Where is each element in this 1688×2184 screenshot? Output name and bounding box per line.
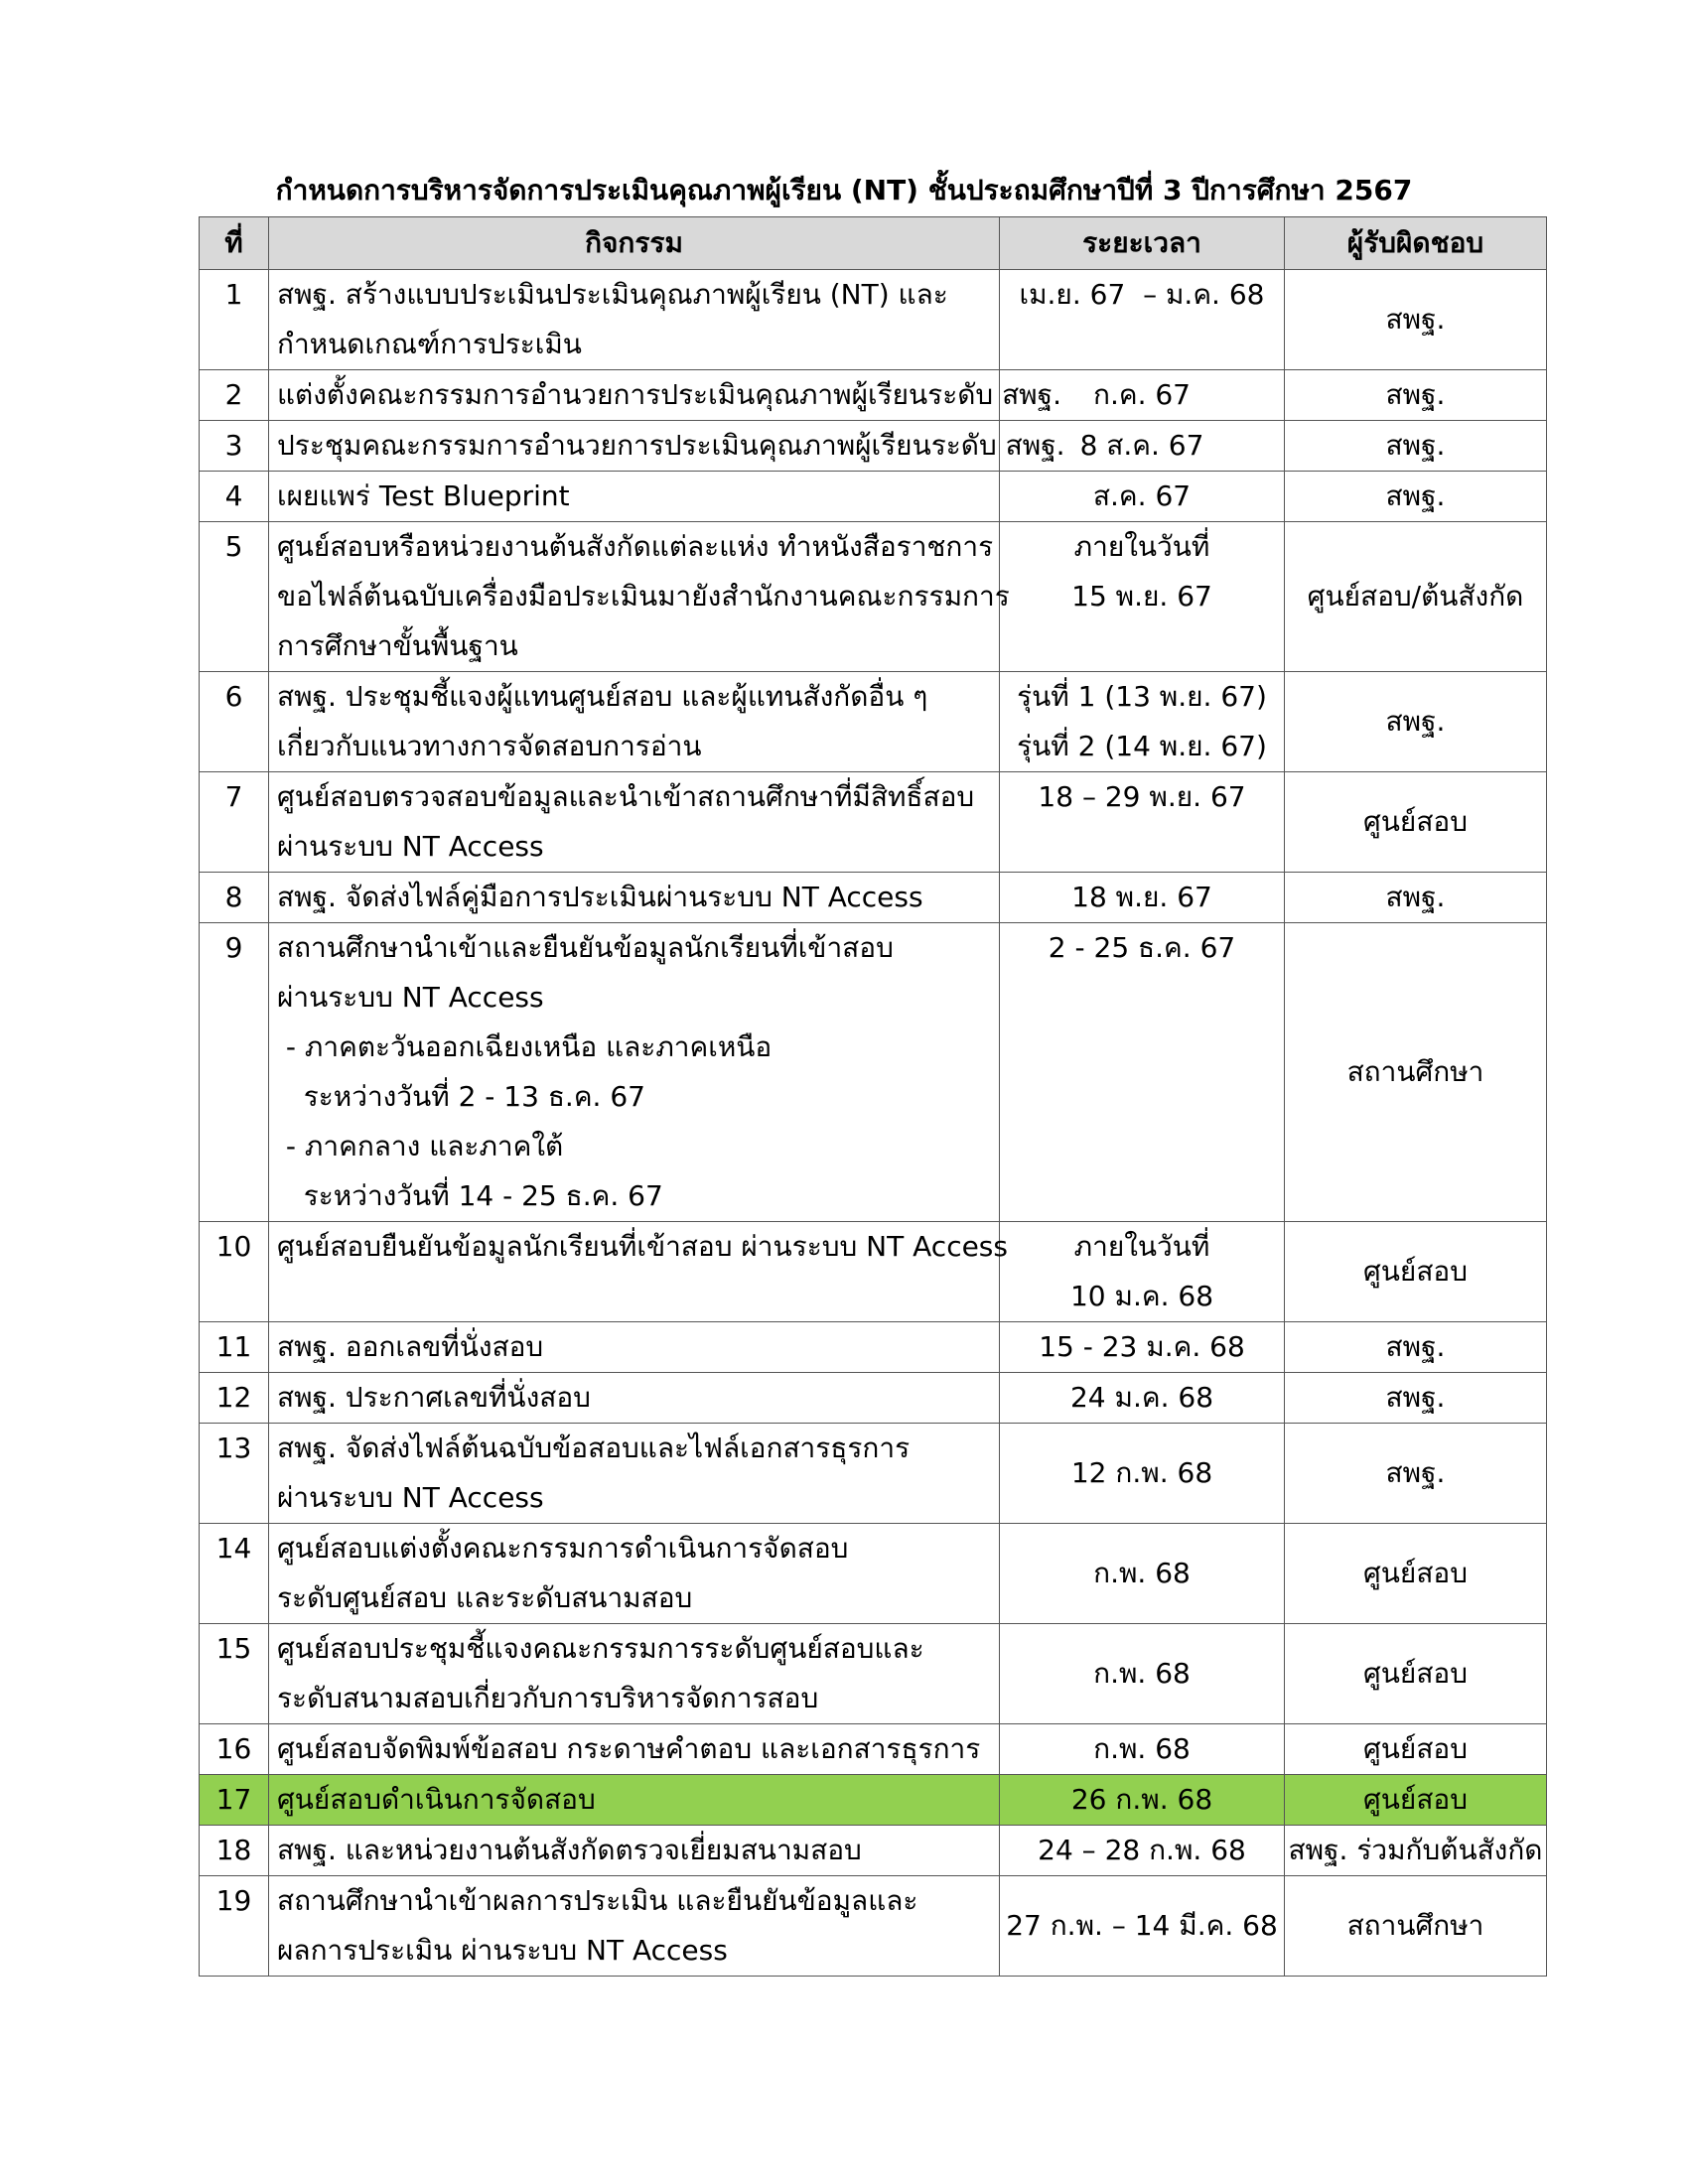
period-line: รุ่นที่ 1 (13 พ.ย. 67) xyxy=(1017,680,1267,713)
activity-line: ระดับสนามสอบเกี่ยวกับการบริหารจัดการสอบ xyxy=(277,1682,819,1714)
activity-line: ผ่านระบบ NT Access xyxy=(277,830,544,863)
activity-line: ผลการประเมิน ผ่านระบบ NT Access xyxy=(277,1934,728,1967)
responsible-cell: ศูนย์สอบ xyxy=(1285,1624,1547,1724)
activity-line: สพฐ. ประกาศเลขที่นั่งสอบ xyxy=(277,1381,591,1414)
period-cell xyxy=(1000,672,1285,772)
activity-line: สพฐ. จัดส่งไฟล์ต้นฉบับข้อสอบและไฟล์เอกสารธุรการ xyxy=(277,1432,911,1464)
activity-cell xyxy=(269,522,1010,672)
period-line: 26 ก.พ. 68 xyxy=(1070,1783,1213,1816)
row-number: 12 xyxy=(200,1373,269,1424)
schedule-body xyxy=(200,270,1547,1977)
table-row xyxy=(200,1826,1547,1876)
activity-line: ขอไฟล์ต้นฉบับเครื่องมือประเมินมายังสำนักงานคณะกรรมการ xyxy=(277,580,1010,613)
table-row xyxy=(200,873,1547,923)
period-cell xyxy=(1000,270,1285,370)
period-line: รุ่นที่ 2 (14 พ.ย. 67) xyxy=(1017,730,1267,762)
row-number: 5 xyxy=(200,522,269,672)
activity-line: ศูนย์สอบยืนยันข้อมูลนักเรียนที่เข้าสอบ ผ่านระบบ NT Access xyxy=(277,1230,1008,1263)
activity-cell xyxy=(269,873,1000,923)
activity-cell xyxy=(269,1724,1000,1775)
period-line: เม.ย. 67 – ม.ค. 68 xyxy=(1019,278,1265,311)
responsible-cell: สพฐ. xyxy=(1285,672,1547,772)
table-row xyxy=(200,472,1547,522)
header-responsible: ผู้รับผิดชอบ xyxy=(1285,217,1547,270)
period-line: 15 พ.ย. 67 xyxy=(1071,580,1212,613)
activity-line: - ภาคกลาง และภาคใต้ xyxy=(277,1130,564,1162)
activity-line: ศูนย์สอบแต่งตั้งคณะกรรมการดำเนินการจัดสอบ xyxy=(277,1532,849,1565)
activity-cell xyxy=(269,421,1065,472)
period-line: 8 ส.ค. 67 xyxy=(1079,429,1204,462)
table-row xyxy=(200,1624,1547,1724)
header-row xyxy=(200,217,1547,270)
table-row xyxy=(200,1524,1547,1624)
activity-line: แต่งตั้งคณะกรรมการอำนวยการประเมินคุณภาพผู้เรียนระดับ สพฐ. xyxy=(277,378,1061,411)
activity-cell xyxy=(269,1222,1008,1322)
header-no: ที่ xyxy=(200,217,269,270)
responsible-cell: สถานศึกษา xyxy=(1285,923,1547,1222)
table-row xyxy=(200,1424,1547,1524)
responsible-cell: สพฐ. xyxy=(1285,873,1547,923)
responsible-cell: ศูนย์สอบ xyxy=(1285,1724,1547,1775)
responsible-cell: ศูนย์สอบ xyxy=(1285,1222,1547,1322)
activity-cell xyxy=(269,1624,1000,1724)
row-number: 13 xyxy=(200,1424,269,1524)
activity-cell xyxy=(269,1826,1000,1876)
activity-line: ศูนย์สอบจัดพิมพ์ข้อสอบ กระดาษคำตอบ และเอกสารธุรการ xyxy=(277,1732,981,1765)
table-row xyxy=(200,1322,1547,1373)
page-title: กำหนดการบริหารจัดการประเมินคุณภาพผู้เรียน (NT) ชั้นประถมศึกษาปีที่ 3 ปีการศึกษา 2567 xyxy=(275,174,1413,206)
period-cell xyxy=(1000,923,1285,1222)
responsible-cell: ศูนย์สอบ xyxy=(1285,1524,1547,1624)
activity-line: ศูนย์สอบหรือหน่วยงานต้นสังกัดแต่ละแห่ง ทำหนังสือราชการ xyxy=(277,530,994,563)
activity-cell xyxy=(269,472,1000,522)
table-row xyxy=(200,672,1547,772)
activity-line: ศูนย์สอบประชุมชี้แจงคณะกรรมการระดับศูนย์สอบและ xyxy=(277,1632,924,1665)
table-row xyxy=(200,1876,1547,1977)
period-line: 12 ก.พ. 68 xyxy=(1070,1456,1213,1489)
activity-cell xyxy=(269,923,1000,1222)
row-number: 11 xyxy=(200,1322,269,1373)
responsible-cell: สพฐ. xyxy=(1285,1424,1547,1524)
row-number: 10 xyxy=(200,1222,269,1322)
row-number: 18 xyxy=(200,1826,269,1876)
activity-line: ระหว่างวันที่ 14 - 25 ธ.ค. 67 xyxy=(277,1179,663,1212)
table-row xyxy=(200,1222,1547,1322)
period-line: 18 – 29 พ.ย. 67 xyxy=(1038,780,1246,813)
activity-line: - ภาคตะวันออกเฉียงเหนือ และภาคเหนือ xyxy=(277,1030,773,1063)
responsible-cell: สพฐ. xyxy=(1285,1322,1547,1373)
row-number: 3 xyxy=(200,421,269,472)
table-row xyxy=(200,522,1547,672)
period-cell xyxy=(1000,522,1285,672)
period-line: ก.พ. 68 xyxy=(1093,1732,1191,1765)
table-row xyxy=(200,421,1547,472)
table-row xyxy=(200,270,1547,370)
period-line: 18 พ.ย. 67 xyxy=(1071,881,1212,913)
period-line: ภายในวันที่ xyxy=(1073,530,1210,563)
period-line: ก.พ. 68 xyxy=(1093,1557,1191,1589)
schedule-table xyxy=(199,216,1547,1977)
activity-line: เกี่ยวกับแนวทางการจัดสอบการอ่าน xyxy=(277,730,702,762)
activity-line: การศึกษาขั้นพื้นฐาน xyxy=(277,629,518,662)
activity-line: ผ่านระบบ NT Access xyxy=(277,981,544,1014)
period-cell xyxy=(1000,1826,1285,1876)
activity-cell xyxy=(269,672,1000,772)
responsible-cell: ศูนย์สอบ/ต้นสังกัด xyxy=(1285,522,1547,672)
activity-line: ศูนย์สอบดำเนินการจัดสอบ xyxy=(277,1783,596,1816)
header-activity: กิจกรรม xyxy=(269,217,1000,270)
period-line: 24 ม.ค. 68 xyxy=(1069,1381,1214,1414)
period-cell xyxy=(1000,472,1285,522)
period-line: ก.พ. 68 xyxy=(1093,1657,1191,1690)
period-cell xyxy=(1000,1524,1285,1624)
activity-cell xyxy=(269,772,1000,873)
responsible-cell: สถานศึกษา xyxy=(1285,1876,1547,1977)
period-cell xyxy=(1000,1775,1285,1826)
period-line: ก.ค. 67 xyxy=(1092,378,1191,411)
activity-line: กำหนดเกณฑ์การประเมิน xyxy=(277,328,582,360)
table-row xyxy=(200,923,1547,1222)
activity-line: สพฐ. ประชุมชี้แจงผู้แทนศูนย์สอบ และผู้แทนสังกัดอื่น ๆ xyxy=(277,680,928,713)
row-number: 8 xyxy=(200,873,269,923)
row-number: 2 xyxy=(200,370,269,421)
period-cell xyxy=(1000,1222,1285,1322)
activity-line: สพฐ. สร้างแบบประเมินประเมินคุณภาพผู้เรียน (NT) และ xyxy=(277,278,948,311)
activity-cell xyxy=(269,1775,1000,1826)
period-line: 27 ก.พ. – 14 มี.ค. 68 xyxy=(1006,1909,1278,1942)
period-cell xyxy=(1000,1424,1285,1524)
responsible-cell: สพฐ. xyxy=(1285,421,1547,472)
activity-cell xyxy=(269,1373,1000,1424)
row-number: 1 xyxy=(200,270,269,370)
activity-line: ระดับศูนย์สอบ และระดับสนามสอบ xyxy=(277,1581,693,1614)
responsible-cell: สพฐ. xyxy=(1285,1373,1547,1424)
row-number: 4 xyxy=(200,472,269,522)
activity-line: ประชุมคณะกรรมการอำนวยการประเมินคุณภาพผู้เรียนระดับ สพฐ. xyxy=(277,429,1065,462)
row-number: 19 xyxy=(200,1876,269,1977)
row-number: 14 xyxy=(200,1524,269,1624)
period-cell xyxy=(1000,1876,1285,1977)
activity-line: ระหว่างวันที่ 2 - 13 ธ.ค. 67 xyxy=(277,1080,645,1113)
period-cell xyxy=(1000,1373,1285,1424)
header-period: ระยะเวลา xyxy=(1000,217,1285,270)
responsible-cell: ศูนย์สอบ xyxy=(1285,1775,1547,1826)
row-number: 6 xyxy=(200,672,269,772)
activity-line: สพฐ. ออกเลขที่นั่งสอบ xyxy=(277,1330,544,1363)
responsible-cell: สพฐ. xyxy=(1285,370,1547,421)
responsible-cell: ศูนย์สอบ xyxy=(1285,772,1547,873)
row-number: 15 xyxy=(200,1624,269,1724)
period-cell xyxy=(1000,1322,1285,1373)
table-row xyxy=(200,772,1547,873)
table-row xyxy=(200,370,1547,421)
activity-line: สถานศึกษานำเข้าและยืนยันข้อมูลนักเรียนที่เข้าสอบ xyxy=(277,931,894,964)
table-row xyxy=(200,1775,1547,1826)
activity-line: ผ่านระบบ NT Access xyxy=(277,1481,544,1514)
responsible-cell: สพฐ. xyxy=(1285,472,1547,522)
row-number: 16 xyxy=(200,1724,269,1775)
activity-cell xyxy=(269,1876,1000,1977)
responsible-cell: สพฐ. ร่วมกับต้นสังกัด xyxy=(1285,1826,1547,1876)
period-line: 2 - 25 ธ.ค. 67 xyxy=(1048,931,1236,964)
activity-line: สพฐ. และหน่วยงานต้นสังกัดตรวจเยี่ยมสนามสอบ xyxy=(277,1834,862,1866)
activity-cell xyxy=(269,1524,1000,1624)
activity-line: เผยแพร่ Test Blueprint xyxy=(277,479,570,512)
activity-line: สพฐ. จัดส่งไฟล์คู่มือการประเมินผ่านระบบ NT Access xyxy=(277,881,923,913)
table-row xyxy=(200,1724,1547,1775)
activity-cell xyxy=(269,270,1000,370)
activity-line: สถานศึกษานำเข้าผลการประเมิน และยืนยันข้อมูลและ xyxy=(277,1884,918,1917)
period-line: 10 ม.ค. 68 xyxy=(1069,1280,1214,1312)
period-cell xyxy=(1000,1724,1285,1775)
row-number: 17 xyxy=(200,1775,269,1826)
period-cell xyxy=(1000,772,1285,873)
activity-cell xyxy=(269,370,1061,421)
period-line: 24 – 28 ก.พ. 68 xyxy=(1038,1834,1246,1866)
period-line: ภายในวันที่ xyxy=(1073,1230,1210,1263)
period-cell xyxy=(1000,873,1285,923)
period-line: ส.ค. 67 xyxy=(1092,479,1192,512)
table-row xyxy=(200,1373,1547,1424)
period-line: 15 - 23 ม.ค. 68 xyxy=(1039,1330,1245,1363)
activity-cell xyxy=(269,1322,1000,1373)
activity-cell xyxy=(269,1424,1000,1524)
row-number: 9 xyxy=(200,923,269,1222)
responsible-cell: สพฐ. xyxy=(1285,270,1547,370)
row-number: 7 xyxy=(200,772,269,873)
period-cell xyxy=(1000,1624,1285,1724)
activity-line: ศูนย์สอบตรวจสอบข้อมูลและนำเข้าสถานศึกษาที่มีสิทธิ์สอบ xyxy=(277,780,975,813)
